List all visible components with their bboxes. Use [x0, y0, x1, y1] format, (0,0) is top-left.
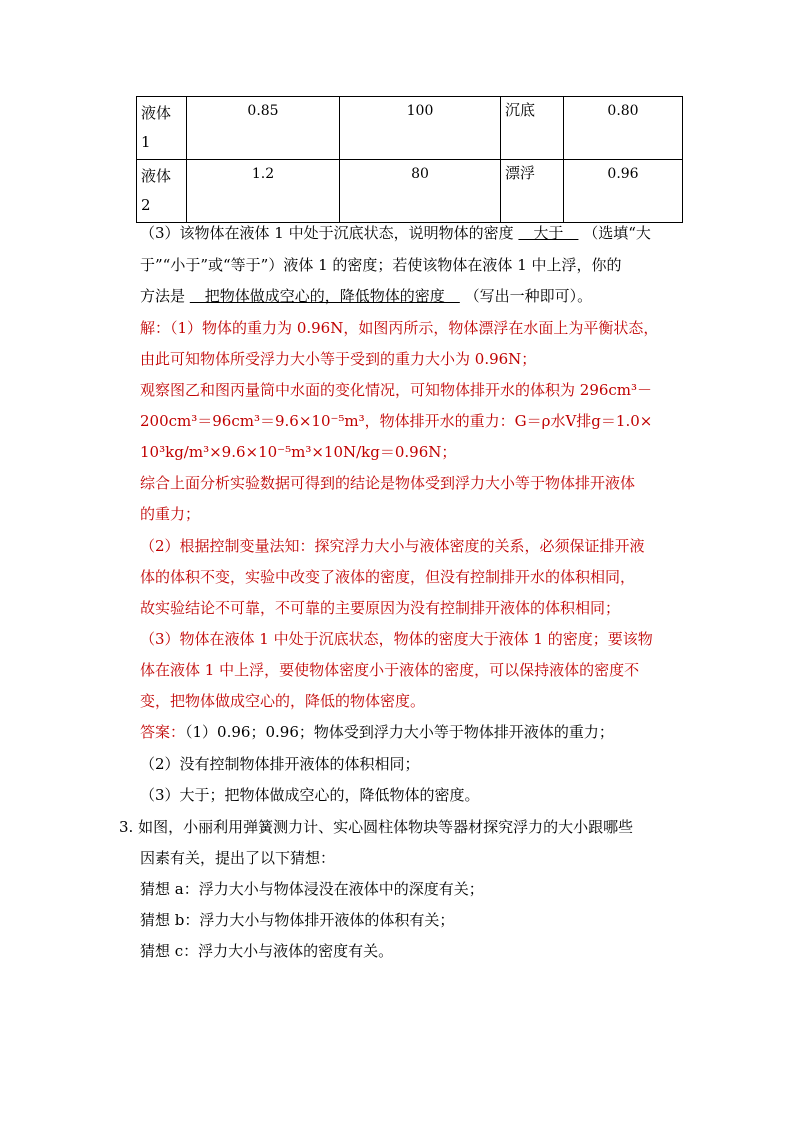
- solution-text: （1）物体的重力为 0.96N，如图丙所示，物体漂浮在水面上为平衡状态，: [170, 319, 659, 337]
- table-cell-density: 0.85: [187, 97, 340, 160]
- solution-line-9: 体的体积不变，实验中改变了液体的密度，但没有控制排开水的体积相同，: [140, 568, 636, 586]
- guess-b: 猜想 b：浮力大小与物体排开液体的体积有关；: [140, 911, 455, 929]
- q3-text: （写出一种即可）。: [464, 287, 593, 305]
- data-table: [136, 96, 683, 223]
- solution-line-5: 10³kg/m³×9.6×10⁻⁵m³×10N/kg＝0.96N；: [140, 443, 457, 461]
- table-cell-force: 0.80: [564, 97, 683, 160]
- table-cell-volume: 80: [340, 160, 501, 223]
- solution-line-2: 由此可知物体所受浮力大小等于受到的重力大小为 0.96N；: [140, 350, 537, 368]
- table-cell-state: 沉底: [501, 97, 564, 160]
- question-3-line-2: 因素有关，提出了以下猜想：: [140, 849, 336, 867]
- table-row: [137, 160, 683, 223]
- table-cell-volume: 100: [340, 97, 501, 160]
- q3-line-2: 于”“小于”或“等于”）液体 1 的密度；若使该物体在液体 1 中上浮，你的: [140, 256, 622, 274]
- solution-line-8: （2）根据控制变量法知：探究浮力大小与液体密度的关系，必须保证排开液: [140, 537, 645, 555]
- q3-text: （3）该物体在液体 1 中处于沉底状态，说明物体的密度: [140, 224, 514, 242]
- answer-line-2: （2）没有控制物体排开液体的体积相同；: [140, 755, 420, 773]
- solution-line-6: 综合上面分析实验数据可得到的结论是物体受到浮力大小等于物体排开液体: [140, 474, 636, 492]
- answer-line-3: （3）大于；把物体做成空心的，降低物体的密度。: [140, 786, 480, 804]
- table-cell-density: 1.2: [187, 160, 340, 223]
- cell-text: 液体: [141, 167, 172, 185]
- q3-text: 方法是: [140, 287, 186, 305]
- guess-c: 猜想 c：浮力大小与液体的密度有关。: [140, 942, 394, 960]
- q3-text: （选填“大: [583, 224, 651, 242]
- answer-label: 答案：: [140, 723, 186, 741]
- table-cell-liquid-name: [137, 160, 187, 223]
- q3-line-1: [140, 223, 651, 243]
- table-cell-force: 0.96: [564, 160, 683, 223]
- guess-a: 猜想 a：浮力大小与物体浸没在液体中的深度有关；: [140, 880, 484, 898]
- solution-line-3: 观察图乙和图丙量筒中水面的变化情况，可知物体排开水的体积为 296cm³－: [140, 381, 653, 399]
- q3-answer-blank-2: 把物体做成空心的，降低物体的密度: [189, 287, 460, 305]
- cell-text: 1: [141, 133, 151, 151]
- cell-text: 2: [141, 196, 151, 214]
- solution-line-7: 的重力；: [140, 505, 201, 523]
- answer-text: （1）0.96；0.96；物体受到浮力大小等于物体排开液体的重力；: [185, 723, 614, 741]
- cell-text: 液体: [141, 104, 172, 122]
- solution-line-13: 变，把物体做成空心的，降低的物体密度。: [140, 692, 426, 710]
- q3-answer-blank-1: 大于: [518, 224, 579, 242]
- solution-line-12: 体在液体 1 中上浮，要使物体密度小于液体的密度，可以保持液体的密度不: [140, 661, 640, 679]
- solution-line-4: 200cm³＝96cm³＝9.6×10⁻⁵m³，物体排开水的重力：G＝ρ水V排g＝1.0×: [140, 412, 653, 430]
- q3-line-3: [140, 286, 592, 306]
- solution-line-11: （3）物体在液体 1 中处于沉底状态，物体的密度大于液体 1 的密度；要该物: [140, 630, 653, 648]
- solution-line-10: 故实验结论不可靠，不可靠的主要原因为没有控制排开液体的体积相同；: [140, 599, 621, 617]
- table-cell-liquid-name: [137, 97, 187, 160]
- question-3-line-1: 3. 如图，小丽利用弹簧测力计、实心圆柱体物块等器材探究浮力的大小跟哪些: [119, 818, 634, 836]
- solution-line-1: [140, 318, 658, 338]
- table-row: [137, 97, 683, 160]
- answer-line-1: [140, 722, 614, 742]
- table-cell-state: 漂浮: [501, 160, 564, 223]
- solution-label: 解：: [140, 319, 171, 337]
